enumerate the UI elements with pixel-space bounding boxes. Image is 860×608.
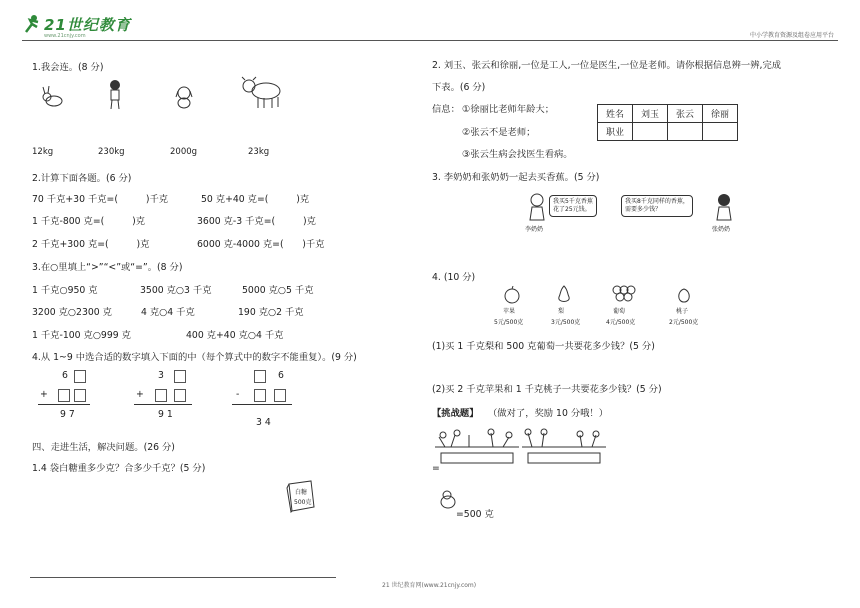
digit: 9 7 <box>60 409 75 420</box>
answer-cell[interactable] <box>668 123 703 141</box>
digit: 3 4 <box>256 417 271 428</box>
bubble-line: 需要多少钱？ <box>625 206 662 213</box>
weight-label: 2000g <box>170 147 198 157</box>
info-item: ①徐丽比老师年龄大； <box>462 104 555 115</box>
sum-line <box>134 404 192 405</box>
q3-item: 400 克+40 克○4 千克 <box>186 330 284 341</box>
answer-cell[interactable] <box>633 123 668 141</box>
puppy-icon <box>174 85 194 109</box>
q4-sub1: (1)买 1 千克梨和 500 克葡萄一共要花多少钱？(5 分) <box>432 341 655 352</box>
sugar-label: 白糖 <box>295 489 308 496</box>
q3-item: 3200 克○2300 克 <box>32 307 112 318</box>
q3-item: 4 克○4 千克 <box>141 307 195 318</box>
answer-box[interactable] <box>254 389 266 402</box>
r-q2-line1: 2. 刘玉、张云和徐丽,一位是工人,一位是医生,一位是老师。请你根据信息辨一辨,完成 <box>432 60 782 71</box>
apple-icon <box>503 286 521 304</box>
logo-url: www.21cnjy.com <box>44 33 86 39</box>
q2-title: 2.计算下面各题。(6 分) <box>32 173 132 184</box>
rabbit-icon <box>40 86 66 108</box>
q1-title: 1.我会连。(8 分) <box>32 62 104 73</box>
q3-item: 5000 克○5 千克 <box>242 285 314 296</box>
sugar-bag-icon <box>286 479 316 513</box>
operator: + <box>40 389 48 400</box>
weight-label: 23kg <box>248 147 270 157</box>
sugar-weight: 500克 <box>294 499 312 506</box>
fruit-name: 葡萄 <box>613 308 626 315</box>
fruit-price: 5元/500克 <box>494 319 524 326</box>
logo-text: 21世纪教育 <box>44 16 131 34</box>
table-header-cell: 徐丽 <box>703 105 738 123</box>
bubble-line: 我买5千克香蕉 <box>553 198 593 205</box>
q3-item: 190 克○2 千克 <box>238 307 304 318</box>
fruit-price: 3元/500克 <box>551 319 581 326</box>
q2-item: 1 千克-800 克=( )克 <box>32 216 146 227</box>
challenge-title: 【挑战题】 <box>432 408 479 419</box>
answer-box[interactable] <box>254 370 266 383</box>
header-divider <box>22 40 838 41</box>
r-q4-title: 4. (10 分) <box>432 272 476 283</box>
sum-line <box>38 404 90 405</box>
answer-box[interactable] <box>174 389 186 402</box>
name-li: 李奶奶 <box>525 226 544 233</box>
bubble-line: 花了25元钱。 <box>553 206 591 213</box>
name-zhang: 张奶奶 <box>712 226 731 233</box>
logo <box>22 14 152 38</box>
grandma-li-icon <box>527 193 547 221</box>
q4-title: 4.从 1~9 中选合适的数字填入下面的中（每个算式中的数字不能重复）。(9 分) <box>32 352 357 363</box>
challenge-note: （做对了，奖励 10 分哦！） <box>488 408 609 419</box>
q2-item: 3600 克-3 千克=( )克 <box>197 216 316 227</box>
sum-line <box>232 404 292 405</box>
q3-item: 1 千克-100 克○999 克 <box>32 330 131 341</box>
info-label: 信息： <box>432 104 460 115</box>
digit: 3 <box>158 370 164 381</box>
table-header-cell: 刘玉 <box>633 105 668 123</box>
fruit-name: 梨 <box>558 308 565 315</box>
peach-icon <box>675 286 693 304</box>
answer-box[interactable] <box>274 389 286 402</box>
footer-text: 21 世纪教育网(www.21cnjy.com) <box>382 582 477 589</box>
q4-sub2: (2)买 2 千克苹果和 1 千克桃子一共要花多少钱？(5 分) <box>432 384 662 395</box>
bubble-line: 我买8千克同样的香蕉， <box>625 198 689 205</box>
header-platform-text: 中小学教育资源及组卷应用平台 <box>749 32 834 39</box>
q2-item: 2 千克+300 克=( )克 <box>32 239 150 250</box>
digit: 9 1 <box>158 409 173 420</box>
answer-box[interactable] <box>74 389 86 402</box>
q2-item: 70 千克+30 千克=( )千克 <box>32 194 169 205</box>
q3-item: 3500 克○3 千克 <box>140 285 212 296</box>
speech-bubble-right <box>621 195 693 217</box>
section4-title: 四、走进生活，解决问题。(26 分) <box>32 442 175 453</box>
fruit-price: 2元/500克 <box>669 319 699 326</box>
logo-runner-icon <box>22 14 42 34</box>
balance-scale-icon <box>433 427 523 467</box>
fruit-price: 4元/500克 <box>606 319 636 326</box>
fruit-name: 苹果 <box>503 308 516 315</box>
speech-bubble-left <box>549 195 597 217</box>
balance-scale-icon <box>520 427 610 467</box>
q3-title: 3.在○里填上“>”“<”或“=”。(8 分) <box>32 262 183 273</box>
operator: + <box>136 389 144 400</box>
pear-icon <box>556 284 572 306</box>
table-row-label: 职业 <box>598 123 633 141</box>
chick-icon <box>439 490 457 510</box>
answer-box[interactable] <box>74 370 86 383</box>
q3-item: 1 千克○950 克 <box>32 285 98 296</box>
cow-icon <box>240 76 284 110</box>
weight-label: 12kg <box>32 147 54 157</box>
weight-label: 230kg <box>98 147 125 157</box>
grapes-icon <box>612 285 636 305</box>
fruit-name: 桃子 <box>676 308 689 315</box>
table-header-cell: 张云 <box>668 105 703 123</box>
info-item: ②张云不是老师； <box>462 127 536 138</box>
child-icon <box>106 79 124 111</box>
r-q3-title: 3. 李奶奶和张奶奶一起去买香蕉。(5 分) <box>432 172 600 183</box>
equal-sign: = <box>432 463 440 474</box>
answer-box[interactable] <box>174 370 186 383</box>
info-item: ③张云生病会找医生看病。 <box>462 149 573 160</box>
chick-weight: =500 克 <box>456 509 494 520</box>
r-q2-line2: 下表。(6 分) <box>432 82 486 93</box>
footer-divider <box>30 577 336 578</box>
table-header-cell: 姓名 <box>598 105 633 123</box>
operator: - <box>236 389 240 400</box>
grandma-zhang-icon <box>714 193 734 221</box>
digit: 6 <box>278 370 284 381</box>
digit: 6 <box>62 370 68 381</box>
q2-item: 6000 克-4000 克=( )千克 <box>197 239 325 250</box>
answer-box[interactable] <box>155 389 167 402</box>
q2-item: 50 克+40 克=( )克 <box>201 194 310 205</box>
s4-q1: 1.4 袋白糖重多少克？合多少千克？(5 分) <box>32 463 206 474</box>
answer-cell[interactable] <box>703 123 738 141</box>
answer-box[interactable] <box>58 389 70 402</box>
jobs-table <box>597 104 738 141</box>
